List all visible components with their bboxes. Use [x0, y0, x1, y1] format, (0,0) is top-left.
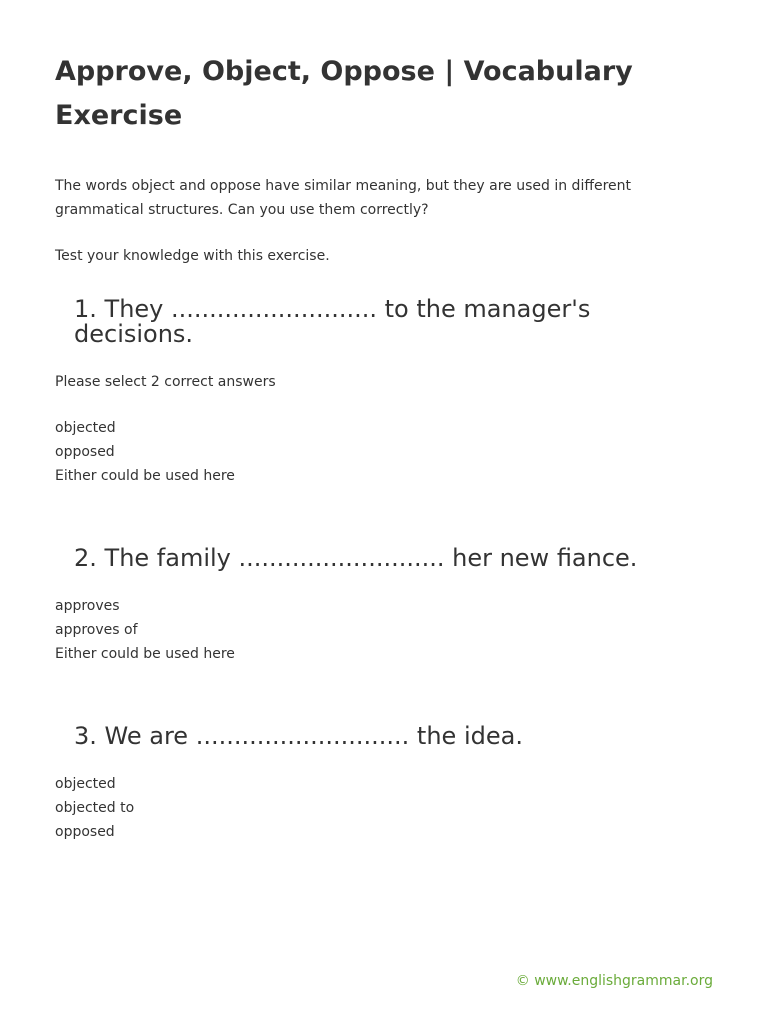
answer-option[interactable]: approves of	[55, 622, 138, 638]
question-3-options	[55, 772, 715, 844]
question-1-instruction: Please select 2 correct answers	[55, 374, 276, 390]
question-3-heading: 3. We are ............................ the idea.	[74, 722, 523, 750]
question-1	[55, 297, 715, 488]
answer-option[interactable]: objected to	[55, 800, 135, 816]
answer-option[interactable]: opposed	[55, 824, 115, 840]
answer-option[interactable]: opposed	[55, 444, 115, 460]
question-2-heading: 2. The family ........................... her new fiance.	[74, 544, 638, 572]
answer-option[interactable]: approves	[55, 598, 120, 614]
footer-copyright: © www.englishgrammar.org	[515, 973, 713, 989]
answer-option[interactable]: Either could be used here	[55, 468, 235, 484]
intro-instruction: Test your knowledge with this exercise.	[55, 248, 330, 264]
answer-option[interactable]: objected	[55, 776, 116, 792]
question-1-options	[55, 416, 715, 488]
exercise-page	[55, 50, 715, 840]
question-2-options	[55, 594, 715, 666]
question-1-heading: 1. They ........................... to the manager's decisions.	[74, 295, 591, 348]
question-3	[55, 724, 715, 844]
intro-paragraph: The words object and oppose have similar meaning, but they are used in different grammatical structures. Can you use them correctly?	[55, 178, 632, 218]
question-2	[55, 546, 715, 666]
page-title: Approve, Object, Oppose | Vocabulary Exercise	[55, 56, 633, 131]
answer-option[interactable]: objected	[55, 420, 116, 436]
answer-option[interactable]: Either could be used here	[55, 646, 235, 662]
